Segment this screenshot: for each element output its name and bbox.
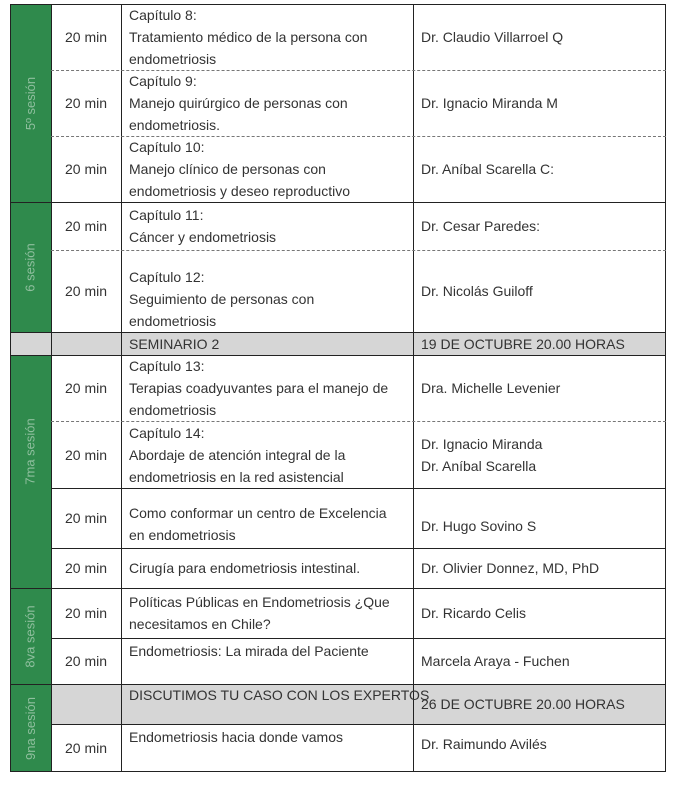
duration-cell: 20 min <box>64 29 108 45</box>
topic-cell: Endometriosis: La mirada del Paciente <box>129 643 369 659</box>
session-label: 6 sesión <box>23 242 39 292</box>
speaker-cell: Dr. Olivier Donnez, MD, PhD <box>421 560 600 576</box>
seminar-title: DISCUTIMOS TU CASO CON LOS EXPERTOS <box>129 687 430 703</box>
duration-cell: 20 min <box>64 161 108 177</box>
topic-cell: Cirugía para endometriosis intestinal. <box>129 560 361 576</box>
seminar-date: 26 DE OCTUBRE 20.00 HORAS <box>421 696 625 712</box>
seminar-date: 19 DE OCTUBRE 20.00 HORAS <box>421 336 625 352</box>
session-label: 8va sesión <box>23 604 38 668</box>
duration-cell: 20 min <box>64 446 108 463</box>
topic-cell: Capítulo 8: Tratamiento médico de la persona con endometriosis <box>129 7 368 67</box>
speaker-cell: Dr. Ignacio Miranda Dr. Aníbal Scarella <box>421 435 543 474</box>
topic-cell: Capítulo 9: Manejo quirúrgico de personas con endometriosis. <box>129 73 348 133</box>
speaker-cell: Dr. Aníbal Scarella C: <box>421 161 555 177</box>
speaker-cell: Dr. Raimundo Avilés <box>421 736 547 752</box>
speaker-cell: Dr. Nicolás Guiloff <box>421 283 533 299</box>
topic-cell: Capítulo 13: Terapias coadyuvantes para el manejo de endometriosis <box>129 358 389 418</box>
topic-cell: Como conformar un centro de Excelencia en endometriosis <box>129 505 387 543</box>
topic-cell: Políticas Públicas en Endometriosis ¿Que necesitamos en Chile? <box>129 594 390 632</box>
program-table <box>10 4 666 772</box>
duration-cell: 20 min <box>64 739 108 756</box>
speaker-cell: Dr. Cesar Paredes: <box>421 218 541 234</box>
topic-cell: Capítulo 10: Manejo clínico de personas con endometriosis y deseo reproductivo <box>129 139 351 199</box>
duration-cell: 20 min <box>64 283 108 299</box>
duration-cell: 20 min <box>64 653 108 669</box>
speaker-cell: Dr. Claudio Villarroel Q <box>421 29 564 45</box>
speaker-cell: Dr. Ignacio Miranda M <box>421 95 558 111</box>
speaker-cell: Marcela Araya - Fuchen <box>421 653 570 669</box>
duration-cell: 20 min <box>64 605 108 621</box>
speaker-cell: Dra. Michelle Levenier <box>421 380 561 396</box>
session-label: 9na sesión <box>23 696 39 760</box>
duration-cell: 20 min <box>64 95 108 111</box>
duration-cell: 20 min <box>64 218 108 234</box>
session-label: 7ma sesión <box>23 418 39 485</box>
duration-cell: 20 min <box>64 560 108 576</box>
topic-cell: Endometriosis hacia donde vamos <box>129 729 344 745</box>
speaker-cell: Dr. Ricardo Celis <box>421 605 527 621</box>
duration-cell: 20 min <box>64 510 108 526</box>
topic-cell: Capítulo 12: Seguimiento de personas con endometriosis <box>129 269 315 329</box>
topic-cell: Capítulo 11: Cáncer y endometriosis <box>129 207 277 245</box>
duration-cell: 20 min <box>64 380 108 396</box>
session-label: 5º sesión <box>23 76 39 130</box>
seminar-title: SEMINARIO 2 <box>129 336 220 352</box>
speaker-cell: Dr. Hugo Sovino S <box>421 518 537 534</box>
topic-cell: Capítulo 14: Abordaje de atención integral de la endometriosis en la red asistencial <box>129 425 346 485</box>
